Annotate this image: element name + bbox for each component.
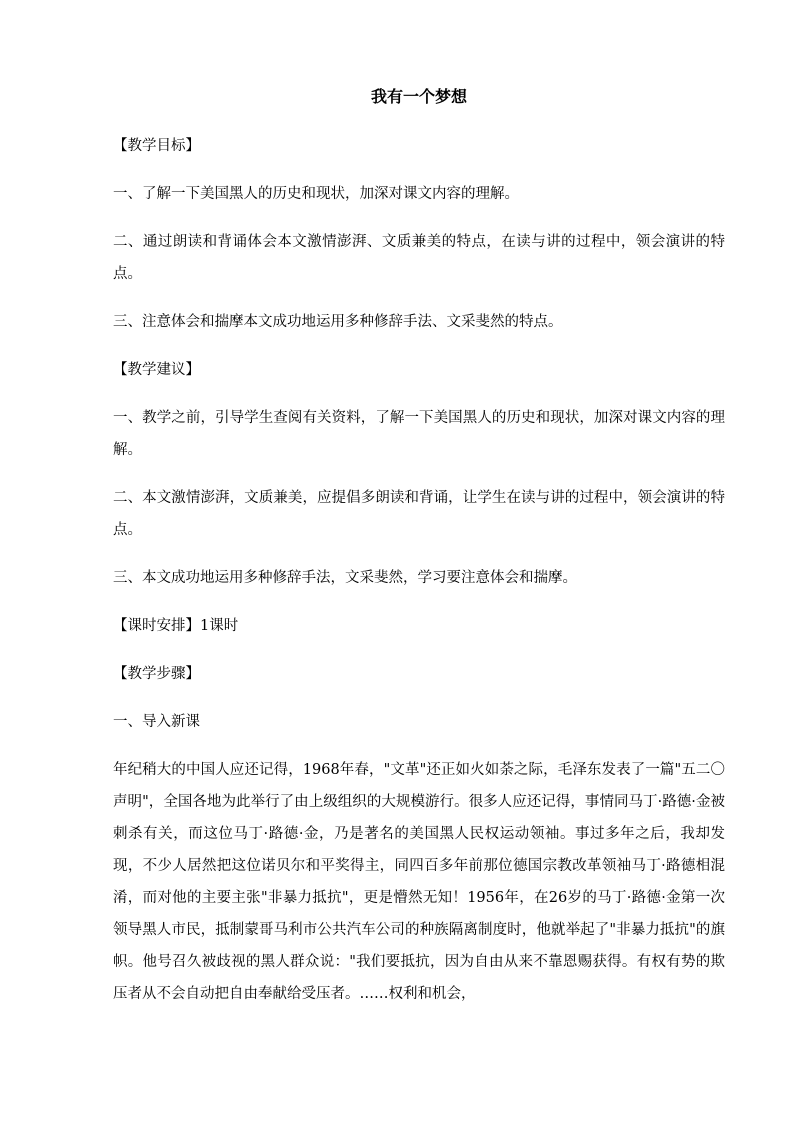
- section-heading-suggestions: 【教学建议】: [113, 362, 200, 378]
- step-1-heading: 一、导入新课: [113, 714, 200, 730]
- section-heading-objectives: 【教学目标】: [113, 138, 200, 154]
- suggestion-1: 一、教学之前，引导学生查阅有关资料，了解一下美国黑人的历史和现状，加深对课文内容的理解。: [113, 410, 725, 458]
- objective-1: 一、了解一下美国黑人的历史和现状，加深对课文内容的理解。: [113, 186, 519, 202]
- step-1-body: 年纪稍大的中国人应还记得，1968年春，"文革"还正如火如荼之际，毛泽东发表了一篇"五二〇声明"，全国各地为此举行了由上级组织的大规模游行。很多人应还记得，事情同马丁·路德·金被刺杀有关，而这位马丁·路德·金，乃是著名的美国黑人民权运动领袖。事过多年之后，我却发现，不少人居然把这位诺贝尔和平奖得主，同四百多年前那位德国宗教改革领袖马丁·路德相混淆，而对他的主要主张"非暴力抵抗"，更是懵然无知！1956年，在26岁的马丁·路德·金第一次领导黑人市民，抵制蒙哥马利市公共汽车公司的种族隔离制度时，他就举起了"非暴力抵抗"的旗帜。他号召久被歧视的黑人群众说："我们要抵抗，因为自由从来不靠恩赐获得。有权有势的欺压者从不会自动把自由奉献给受压者。……权利和机会，: [113, 762, 725, 1002]
- document-body: [113, 80, 725, 1010]
- suggestion-3: 三、本文成功地运用多种修辞手法，文采斐然，学习要注意体会和揣摩。: [113, 570, 577, 586]
- objective-2: 二、通过朗读和背诵体会本文激情澎湃、文质兼美的特点，在读与讲的过程中，领会演讲的特点。: [113, 234, 725, 282]
- document-title: 我有一个梦想: [370, 87, 467, 106]
- objective-3: 三、注意体会和揣摩本文成功地运用多种修辞手法、文采斐然的特点。: [113, 314, 563, 330]
- section-heading-schedule: 【课时安排】1课时: [113, 618, 239, 634]
- suggestion-2: 二、本文激情澎湃，文质兼美，应提倡多朗读和背诵，让学生在读与讲的过程中，领会演讲的特点。: [113, 490, 725, 538]
- section-heading-steps: 【教学步骤】: [113, 666, 200, 682]
